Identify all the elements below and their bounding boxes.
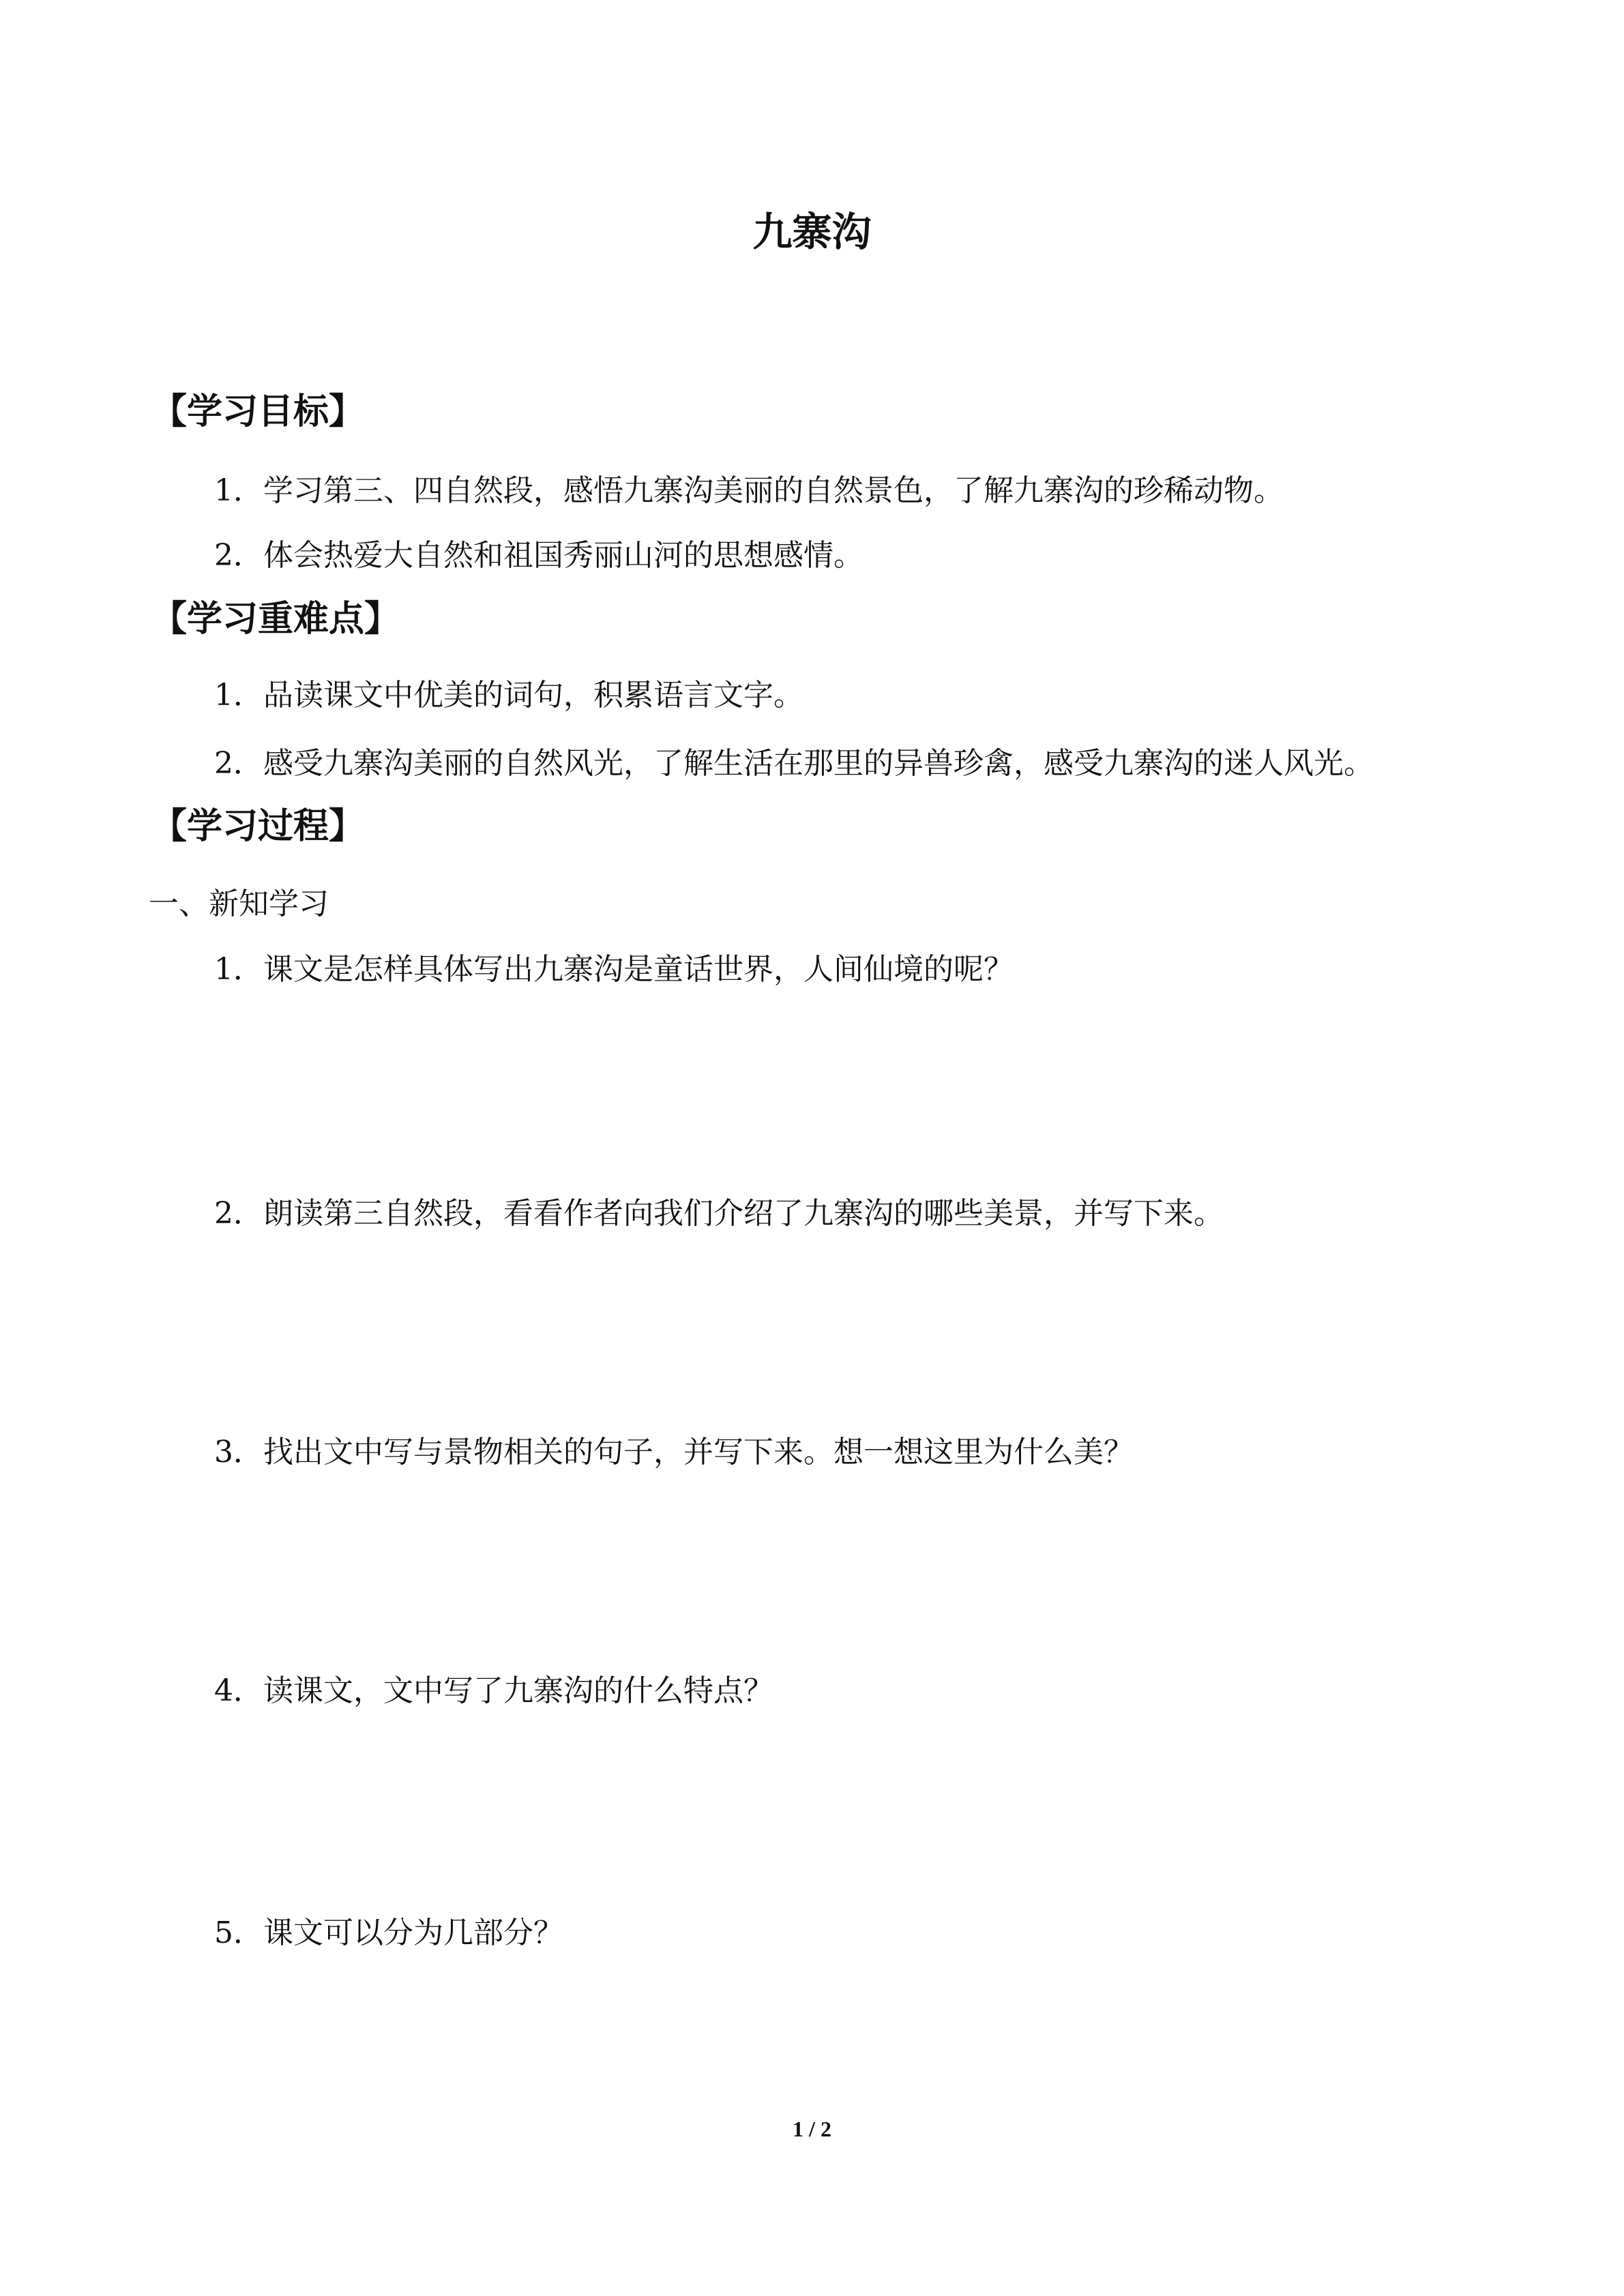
- goal-item: [214, 535, 863, 576]
- heading-learning-goals: 【学习目标】: [151, 391, 365, 432]
- document-title: 九寨沟: [752, 209, 872, 255]
- question-item: [214, 949, 1014, 990]
- key-point-item: [214, 675, 803, 716]
- question-number: 1．: [214, 952, 263, 987]
- goal-item: [214, 471, 1284, 511]
- question-item: [214, 1671, 773, 1712]
- goal-item-text: 学习第三、四自然段，感悟九寨沟美丽的自然景色，了解九寨沟的珍稀动物。: [263, 473, 1284, 508]
- question-text: 读课文，文中写了九寨沟的什么特点？: [263, 1673, 773, 1708]
- goal-item-number: 1．: [214, 473, 263, 508]
- key-point-number: 1．: [214, 678, 263, 713]
- key-point-number: 2．: [214, 746, 263, 781]
- question-number: 4．: [214, 1673, 263, 1708]
- page-number: 1 / 2: [793, 2117, 831, 2141]
- question-number: 2．: [214, 1196, 263, 1231]
- goal-item-number: 2．: [214, 538, 263, 573]
- question-text: 找出文中写与景物相关的句子，并写下来。想一想这里为什么美？: [263, 1435, 1134, 1470]
- question-item: [214, 1432, 1134, 1473]
- key-point-text: 感受九寨沟美丽的自然风光，了解生活在那里的异兽珍禽，感受九寨沟的迷人风光。: [263, 746, 1374, 781]
- question-text: 课文是怎样具体写出九寨沟是童话世界，人间仙境的呢？: [263, 952, 1014, 987]
- question-number: 5．: [214, 1915, 263, 1950]
- question-text: 课文可以分为几部分？: [263, 1915, 563, 1950]
- question-text: 朗读第三自然段，看看作者向我们介绍了九寨沟的哪些美景，并写下来。: [263, 1196, 1224, 1231]
- heading-key-points: 【学习重难点】: [151, 599, 400, 640]
- subsection-title: 一、新知学习: [149, 886, 329, 921]
- goal-item-text: 体会热爱大自然和祖国秀丽山河的思想感情。: [263, 538, 863, 573]
- question-number: 3．: [214, 1435, 263, 1470]
- question-item: [214, 1193, 1224, 1234]
- key-point-text: 品读课文中优美的词句，积累语言文字。: [263, 678, 803, 713]
- question-item: [214, 1913, 563, 1954]
- key-point-item: [214, 743, 1374, 784]
- heading-learning-process: 【学习过程】: [151, 806, 365, 847]
